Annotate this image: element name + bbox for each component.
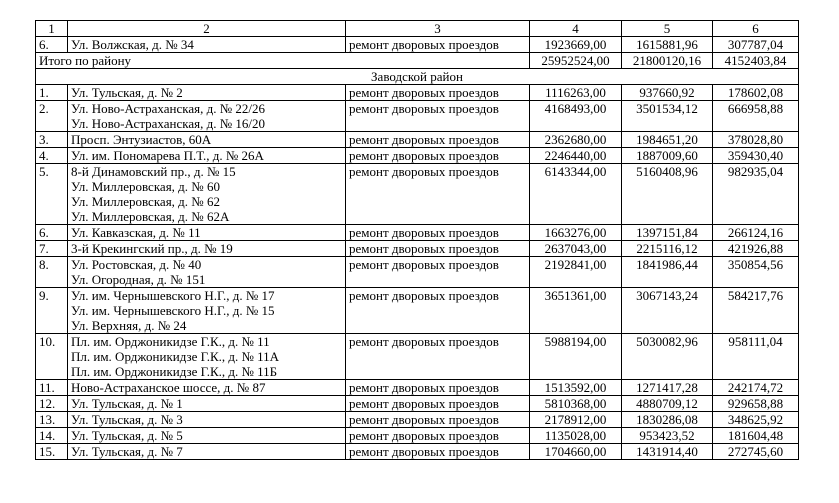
row-number: 2. bbox=[36, 101, 68, 132]
value-cofinance: 348625,92 bbox=[713, 412, 799, 428]
value-cofinance: 666958,88 bbox=[713, 101, 799, 132]
address-cell bbox=[68, 288, 346, 334]
total-value-4: 25952524,00 bbox=[530, 53, 622, 69]
row-number: 6. bbox=[36, 37, 68, 53]
address-line: Ул. Волжская, д. № 34 bbox=[71, 37, 194, 52]
address-line: Ул. Верхняя, д. № 24 bbox=[71, 318, 187, 333]
value-total: 4168493,00 bbox=[530, 101, 622, 132]
work-type: ремонт дворовых проездов bbox=[346, 101, 530, 132]
budget-table bbox=[35, 20, 799, 460]
work-type: ремонт дворовых проездов bbox=[346, 164, 530, 225]
value-total: 2246440,00 bbox=[530, 148, 622, 164]
work-type: ремонт дворовых проездов bbox=[346, 257, 530, 288]
value-budget: 1271417,28 bbox=[622, 380, 713, 396]
work-type: ремонт дворовых проездов bbox=[346, 380, 530, 396]
row-number: 10. bbox=[36, 334, 68, 380]
row-number: 11. bbox=[36, 380, 68, 396]
value-budget: 1984651,20 bbox=[622, 132, 713, 148]
value-budget: 4880709,12 bbox=[622, 396, 713, 412]
address-line: Пл. им. Орджоникидзе Г.К., д. № 11А bbox=[71, 349, 280, 364]
table-row bbox=[36, 225, 799, 241]
row-number: 6. bbox=[36, 225, 68, 241]
address-line: Ново-Астраханское шоссе, д. № 87 bbox=[71, 380, 266, 395]
value-budget: 1615881,96 bbox=[622, 37, 713, 53]
work-type: ремонт дворовых проездов bbox=[346, 334, 530, 380]
table-row bbox=[36, 380, 799, 396]
total-value-6: 4152403,84 bbox=[713, 53, 799, 69]
address-line: Пл. им. Орджоникидзе Г.К., д. № 11Б bbox=[71, 364, 278, 379]
value-budget: 3067143,24 bbox=[622, 288, 713, 334]
address-cell bbox=[68, 444, 346, 460]
address-cell bbox=[68, 164, 346, 225]
value-cofinance: 307787,04 bbox=[713, 37, 799, 53]
address-line: Ул. Ново-Астраханская, д. № 16/20 bbox=[71, 116, 266, 131]
row-number: 7. bbox=[36, 241, 68, 257]
table-row bbox=[36, 85, 799, 101]
work-type: ремонт дворовых проездов bbox=[346, 148, 530, 164]
header-cell-4: 4 bbox=[530, 21, 622, 37]
row-number: 1. bbox=[36, 85, 68, 101]
value-total: 6143344,00 bbox=[530, 164, 622, 225]
address-line: Ул. Тульская, д. № 2 bbox=[71, 85, 183, 100]
address-cell bbox=[68, 334, 346, 380]
address-cell bbox=[68, 85, 346, 101]
address-cell bbox=[68, 225, 346, 241]
row-number: 12. bbox=[36, 396, 68, 412]
address-line: Ул. Миллеровская, д. № 60 bbox=[71, 179, 220, 194]
header-cell-6: 6 bbox=[713, 21, 799, 37]
value-cofinance: 958111,04 bbox=[713, 334, 799, 380]
value-cofinance: 929658,88 bbox=[713, 396, 799, 412]
address-line: Ул. Кавказская, д. № 11 bbox=[71, 225, 201, 240]
value-budget: 1431914,40 bbox=[622, 444, 713, 460]
value-total: 1923669,00 bbox=[530, 37, 622, 53]
value-cofinance: 266124,16 bbox=[713, 225, 799, 241]
value-total: 2637043,00 bbox=[530, 241, 622, 257]
address-line: Ул. Тульская, д. № 5 bbox=[71, 428, 183, 443]
row-number: 9. bbox=[36, 288, 68, 334]
value-budget: 3501534,12 bbox=[622, 101, 713, 132]
section-row bbox=[36, 69, 799, 85]
address-line: Просп. Энтузиастов, 60А bbox=[71, 132, 212, 147]
value-cofinance: 350854,56 bbox=[713, 257, 799, 288]
address-line: 8-й Динамовский пр., д. № 15 bbox=[71, 164, 236, 179]
table-row bbox=[36, 396, 799, 412]
address-cell bbox=[68, 396, 346, 412]
address-line: Ул. им. Чернышевского Н.Г., д. № 17 bbox=[71, 288, 275, 303]
table-row bbox=[36, 148, 799, 164]
address-line: Ул. Огородная, д. № 151 bbox=[71, 272, 206, 287]
table-body bbox=[36, 21, 799, 460]
address-cell bbox=[68, 241, 346, 257]
row-number: 15. bbox=[36, 444, 68, 460]
address-line: Пл. им. Орджоникидзе Г.К., д. № 11 bbox=[71, 334, 270, 349]
row-number: 14. bbox=[36, 428, 68, 444]
work-type: ремонт дворовых проездов bbox=[346, 428, 530, 444]
value-cofinance: 421926,88 bbox=[713, 241, 799, 257]
value-cofinance: 584217,76 bbox=[713, 288, 799, 334]
value-total: 1704660,00 bbox=[530, 444, 622, 460]
row-number: 4. bbox=[36, 148, 68, 164]
address-line: Ул. Тульская, д. № 7 bbox=[71, 444, 183, 459]
address-cell bbox=[68, 428, 346, 444]
header-row bbox=[36, 21, 799, 37]
address-line: Ул. Миллеровская, д. № 62А bbox=[71, 209, 230, 224]
address-cell bbox=[68, 380, 346, 396]
value-budget: 1887009,60 bbox=[622, 148, 713, 164]
value-total: 2362680,00 bbox=[530, 132, 622, 148]
total-label: Итого по району bbox=[36, 53, 530, 69]
work-type: ремонт дворовых проездов bbox=[346, 241, 530, 257]
value-budget: 2215116,12 bbox=[622, 241, 713, 257]
table-row bbox=[36, 101, 799, 132]
value-budget: 1830286,08 bbox=[622, 412, 713, 428]
value-total: 2178912,00 bbox=[530, 412, 622, 428]
total-row bbox=[36, 53, 799, 69]
value-cofinance: 359430,40 bbox=[713, 148, 799, 164]
work-type: ремонт дворовых проездов bbox=[346, 396, 530, 412]
header-cell-1: 1 bbox=[36, 21, 68, 37]
value-total: 5810368,00 bbox=[530, 396, 622, 412]
table-row bbox=[36, 412, 799, 428]
table-row bbox=[36, 37, 799, 53]
work-type: ремонт дворовых проездов bbox=[346, 85, 530, 101]
table-row bbox=[36, 428, 799, 444]
value-total: 1116263,00 bbox=[530, 85, 622, 101]
address-cell bbox=[68, 37, 346, 53]
table-row bbox=[36, 334, 799, 380]
work-type: ремонт дворовых проездов bbox=[346, 444, 530, 460]
address-line: Ул. Тульская, д. № 3 bbox=[71, 412, 183, 427]
section-title: Заводской район bbox=[36, 69, 799, 85]
table-row bbox=[36, 164, 799, 225]
value-cofinance: 982935,04 bbox=[713, 164, 799, 225]
address-cell bbox=[68, 257, 346, 288]
value-budget: 1841986,44 bbox=[622, 257, 713, 288]
address-line: Ул. Ново-Астраханская, д. № 22/26 bbox=[71, 101, 266, 116]
table-row bbox=[36, 257, 799, 288]
address-cell bbox=[68, 101, 346, 132]
value-cofinance: 378028,80 bbox=[713, 132, 799, 148]
value-cofinance: 242174,72 bbox=[713, 380, 799, 396]
value-budget: 953423,52 bbox=[622, 428, 713, 444]
row-number: 5. bbox=[36, 164, 68, 225]
table-row bbox=[36, 241, 799, 257]
row-number: 13. bbox=[36, 412, 68, 428]
address-line: Ул. им. Пономарева П.Т., д. № 26А bbox=[71, 148, 264, 163]
address-line: Ул. им. Чернышевского Н.Г., д. № 15 bbox=[71, 303, 275, 318]
address-line: Ул. Ростовская, д. № 40 bbox=[71, 257, 202, 272]
header-cell-3: 3 bbox=[346, 21, 530, 37]
address-cell bbox=[68, 148, 346, 164]
value-total: 5988194,00 bbox=[530, 334, 622, 380]
value-cofinance: 272745,60 bbox=[713, 444, 799, 460]
value-total: 3651361,00 bbox=[530, 288, 622, 334]
value-cofinance: 178602,08 bbox=[713, 85, 799, 101]
address-line: Ул. Тульская, д. № 1 bbox=[71, 396, 183, 411]
value-total: 2192841,00 bbox=[530, 257, 622, 288]
value-total: 1513592,00 bbox=[530, 380, 622, 396]
work-type: ремонт дворовых проездов bbox=[346, 225, 530, 241]
address-line: 3-й Крекингский пр., д. № 19 bbox=[71, 241, 233, 256]
value-budget: 1397151,84 bbox=[622, 225, 713, 241]
value-total: 1663276,00 bbox=[530, 225, 622, 241]
header-cell-5: 5 bbox=[622, 21, 713, 37]
value-budget: 937660,92 bbox=[622, 85, 713, 101]
address-cell bbox=[68, 132, 346, 148]
work-type: ремонт дворовых проездов bbox=[346, 288, 530, 334]
total-value-5: 21800120,16 bbox=[622, 53, 713, 69]
row-number: 3. bbox=[36, 132, 68, 148]
table-row bbox=[36, 132, 799, 148]
work-type: ремонт дворовых проездов bbox=[346, 37, 530, 53]
header-cell-2: 2 bbox=[68, 21, 346, 37]
address-line: Ул. Миллеровская, д. № 62 bbox=[71, 194, 220, 209]
work-type: ремонт дворовых проездов bbox=[346, 412, 530, 428]
value-budget: 5160408,96 bbox=[622, 164, 713, 225]
value-cofinance: 181604,48 bbox=[713, 428, 799, 444]
work-type: ремонт дворовых проездов bbox=[346, 132, 530, 148]
value-budget: 5030082,96 bbox=[622, 334, 713, 380]
table-row bbox=[36, 444, 799, 460]
value-total: 1135028,00 bbox=[530, 428, 622, 444]
address-cell bbox=[68, 412, 346, 428]
row-number: 8. bbox=[36, 257, 68, 288]
table-row bbox=[36, 288, 799, 334]
